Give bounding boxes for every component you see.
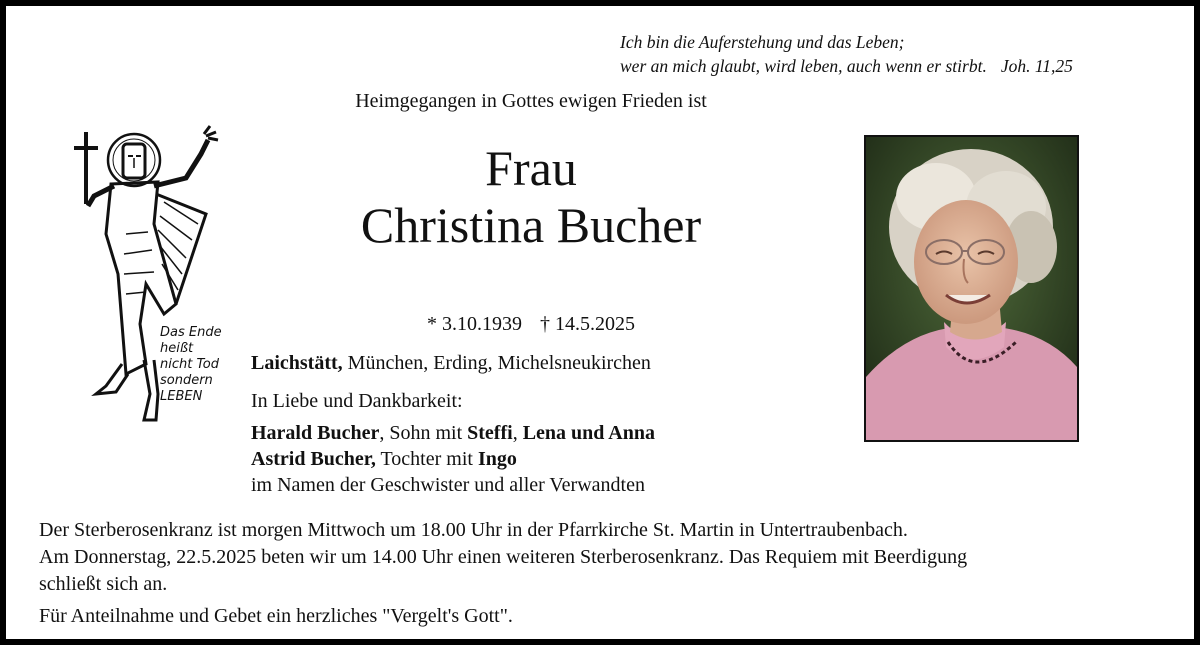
intro-text: Heimgegangen in Gottes ewigen Frieden ist xyxy=(355,90,707,112)
footer-line-2: Am Donnerstag, 22.5.2025 beten wir um 14.00 Uhr einen weiteren Sterberosenkranz. Das Requiem mit Beerdigung xyxy=(39,546,968,568)
death-date: † 14.5.2025 xyxy=(540,313,635,335)
mourner-text: , xyxy=(512,422,523,444)
birth-date: * 3.10.1939 xyxy=(427,313,522,335)
mourner-line-1 xyxy=(251,420,655,446)
footer-announcements xyxy=(39,517,1169,630)
quote-line-1: Ich bin die Auferstehung und das Leben; xyxy=(620,32,905,52)
footer-line-1: Der Sterberosenkranz ist morgen Mittwoch um 18.00 Uhr in der Pfarrkirche St. Martin in Untertraubenbach. xyxy=(39,519,908,541)
other-places: München, Erding, Michelsneukirchen xyxy=(347,352,651,374)
mourner-text: Tochter mit xyxy=(375,448,478,470)
quote-reference: Joh. 11,25 xyxy=(1000,56,1073,76)
mourner-name: Lena und Anna xyxy=(522,422,655,444)
portrait-photo xyxy=(864,135,1079,442)
risen-christ-cross-icon xyxy=(66,124,226,424)
main-place: Laichstätt, xyxy=(251,352,343,374)
mourners-block xyxy=(251,350,655,498)
places-line xyxy=(251,350,655,376)
bible-quote xyxy=(620,30,1073,78)
mourner-name: Steffi xyxy=(467,422,513,444)
logo-text-4: sondern xyxy=(160,373,213,388)
mourner-line-2 xyxy=(251,446,655,472)
mourner-name: Ingo xyxy=(477,448,517,470)
logo-text-2: heißt xyxy=(160,341,194,356)
quote-line-2 xyxy=(620,54,1073,78)
footer-line-4: Für Anteilnahme und Gebet ein herzliches "Vergelt's Gott". xyxy=(39,605,513,627)
salutation: Frau xyxy=(485,140,577,196)
full-name: Christina Bucher xyxy=(360,197,702,253)
logo-text-3: nicht Tod xyxy=(160,357,220,372)
logo-text-1: Das Ende xyxy=(160,325,222,340)
footer-line-3: schließt sich an. xyxy=(39,573,168,595)
mourner-line-3: im Namen der Geschwister und aller Verwandten xyxy=(251,474,645,496)
mourner-name: Astrid Bucher, xyxy=(251,448,376,470)
mourners-intro: In Liebe und Dankbarkeit: xyxy=(251,390,463,412)
quote-line-2-text: wer an mich glaubt, wird leben, auch wenn er stirbt. xyxy=(620,56,987,76)
logo-text-5: LEBEN xyxy=(160,389,203,404)
mourner-name: Harald Bucher xyxy=(251,422,380,444)
mourner-text: , Sohn mit xyxy=(379,422,468,444)
